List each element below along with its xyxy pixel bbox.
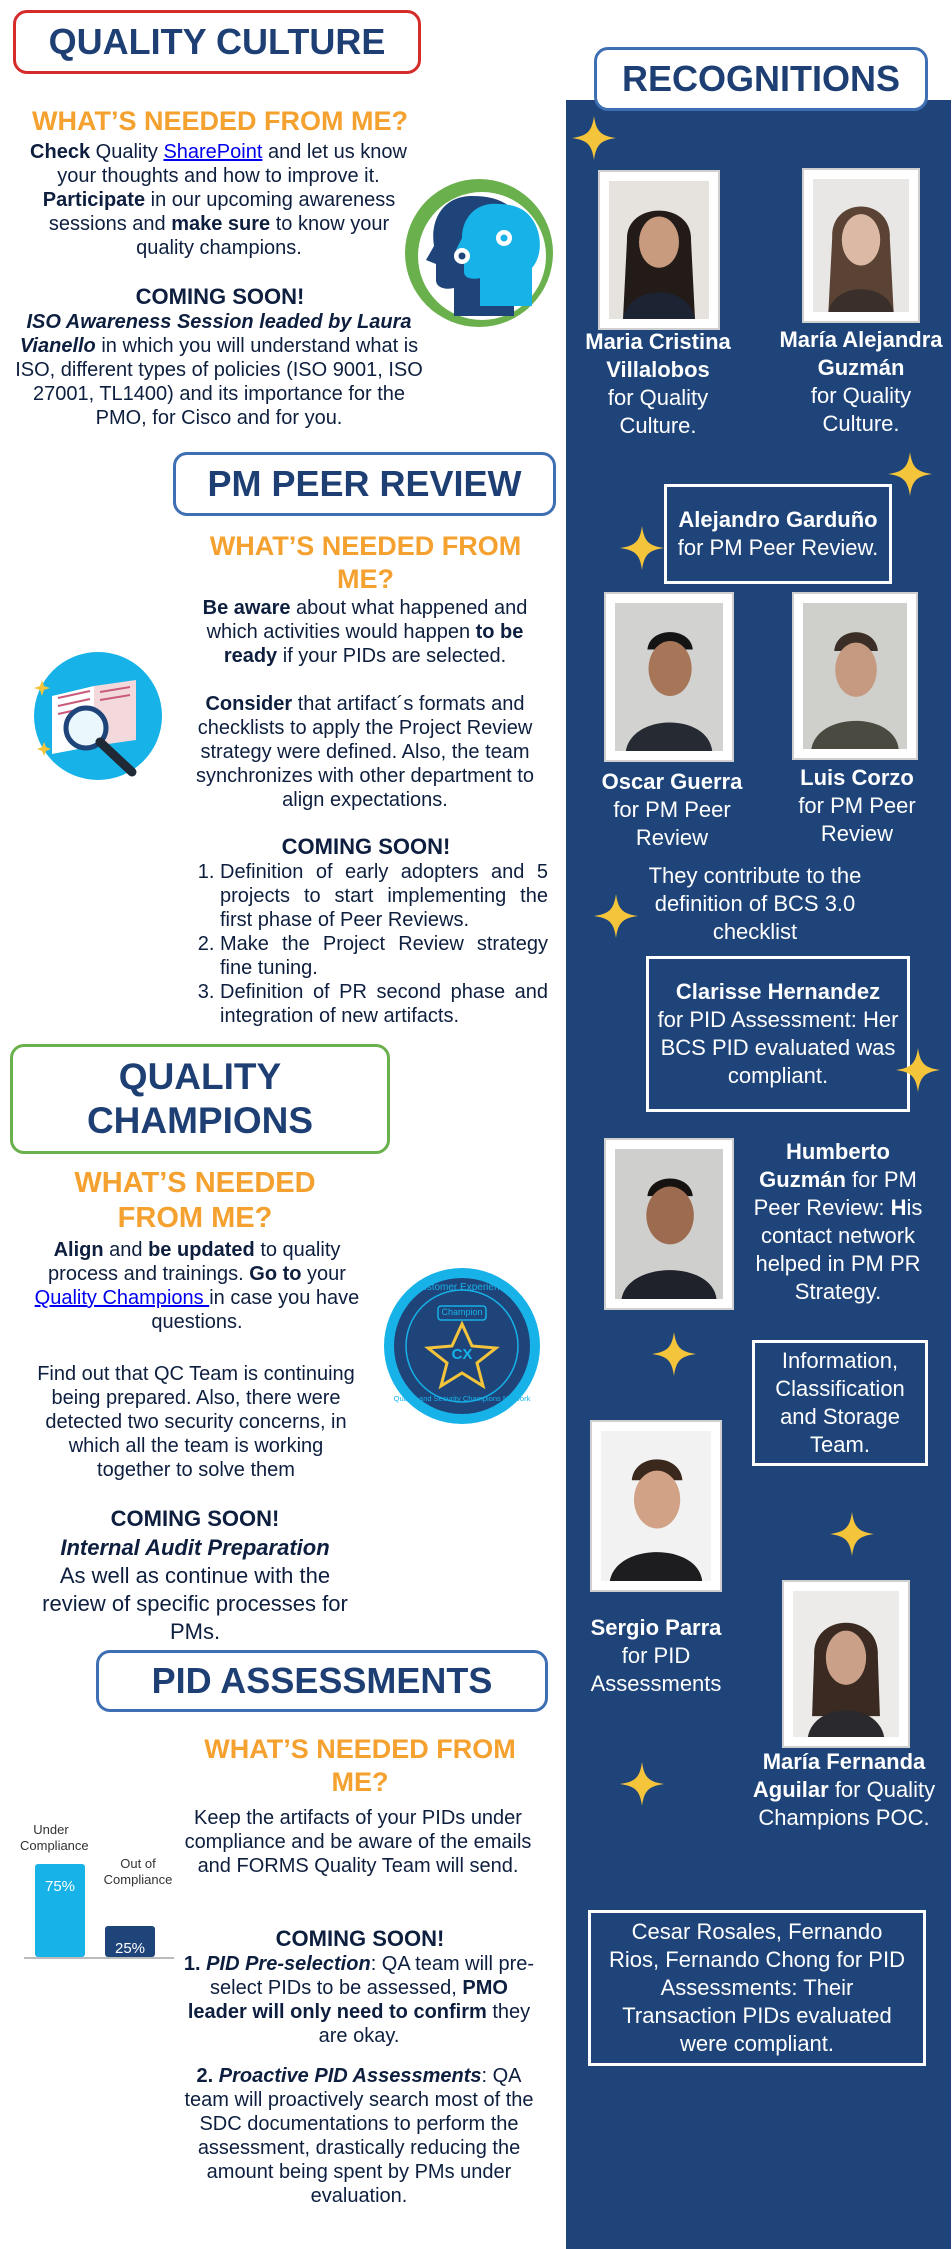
information-classification-team: Information, Classification and Storage Team.: [752, 1340, 928, 1466]
quality-champions-link[interactable]: Quality Champions: [34, 1287, 210, 1309]
pm-peer-review-coming-soon: COMING SOON!: [281, 834, 451, 859]
sparkle-star-icon: [620, 526, 664, 570]
recognition-maria-cristina: Maria Cristina Villalobos for Quality Culture.: [585, 329, 731, 438]
pid-assessments-keep-text: Keep the artifacts of your PIDs under compliance and be aware of the emails and FORMS Quality Team will send.: [184, 1807, 532, 1877]
proactive-pid-text: 2. Proactive PID Assessments: QA team will proactively search most of the SDC documentations to perform the assessment, drastically reducing the amount being spent by PMs under evaluation.: [184, 2065, 534, 2207]
photo-luis-corzo: [792, 592, 918, 760]
recognition-luis-corzo: Luis Corzo for PM Peer Review: [798, 765, 916, 846]
chart-category-label-1: Out of Compliance: [103, 1856, 173, 1887]
pid-assessments-title: PID ASSESSMENTS: [96, 1650, 548, 1712]
quality-culture-check-text: Check Quality SharePoint and let us know your thoughts and how to improve it.: [30, 141, 407, 187]
compliance-chart: [20, 1820, 176, 1960]
photo-maria-cristina: [598, 170, 720, 330]
bcs-contribution-text: They contribute to the definition of BCS 3.0 checklist: [648, 863, 862, 944]
photo-humberto-guzman: [604, 1138, 734, 1310]
chart-category-label-0: Under Compliance: [20, 1822, 89, 1853]
iso-awareness-text: ISO Awareness Session leaded by Laura Vianello in which you will understand what is ISO, different types of policies (ISO 9001, ISO 27001, TL1400) and its importance for the PMO, for Cisco and for you.: [15, 311, 423, 429]
recognition-oscar-guerra: Oscar Guerra for PM Peer Review: [601, 769, 743, 850]
photo-maria-fernanda-aguilar: [782, 1580, 910, 1748]
internal-audit-text: Internal Audit Preparation As well as continue with the review of specific processes for PMs.: [42, 1535, 348, 1644]
pm-peer-review-list: [186, 860, 548, 1028]
photo-maria-alejandra: [802, 168, 920, 323]
pid-preselection-text: 1. PID Pre-selection: QA team will pre-select PIDs to be assessed, PMO leader will only need to confirm they are okay.: [183, 1953, 535, 2047]
sparkle-star-icon: [652, 1332, 696, 1376]
photo-oscar-guerra: [604, 592, 734, 762]
champion-badge: [382, 1266, 542, 1426]
sparkle-star-icon: [830, 1512, 874, 1556]
sparkle-star-icon: [620, 1762, 664, 1806]
chart-baseline: [24, 1957, 174, 1959]
quality-champions-align-text: Align and be updated to quality process and trainings. Go to your Quality Champions in case you have questions.: [34, 1239, 360, 1333]
list-item: 3. Definition of PR second phase and integration of new artifacts.: [220, 980, 548, 1028]
sparkle-star-icon: [594, 894, 638, 938]
pid-assessments-needed: WHAT’S NEEDED FROM ME?: [204, 1734, 516, 1797]
heads-gears-illustration: [402, 176, 557, 331]
chart-value-label-0: 75%: [44, 1878, 76, 1895]
recognition-cesar-fernando-fernando: Cesar Rosales, Fernando Rios, Fernando Chong for PID Assessments: Their Transaction PIDs evaluated were compliant.: [588, 1910, 926, 2066]
book-magnifier-illustration: [24, 646, 164, 781]
recognition-humberto-guzman: Humberto Guzmán for PM Peer Review: His contact network helped in PM PR Strategy.: [753, 1139, 923, 1304]
quality-champions-title: QUALITY CHAMPIONS: [10, 1044, 390, 1154]
quality-culture-title: QUALITY CULTURE: [13, 10, 421, 74]
quality-culture-participate-text: Participate in our upcoming awareness sessions and make sure to know your quality champions.: [42, 189, 396, 259]
badge-bottom-text: Quality and Security Champions Network: [393, 1394, 531, 1403]
quality-culture-needed: WHAT’S NEEDED FROM ME?: [32, 106, 408, 136]
pm-peer-review-aware-text: Be aware about what happened and which activities would happen to be ready if your PIDs are selected.: [202, 597, 528, 667]
sparkle-star-icon: [888, 452, 932, 496]
list-item: 1. Definition of early adopters and 5 projects to start implementing the first phase of Peer Reviews.: [220, 860, 548, 932]
quality-champions-coming-soon: COMING SOON!: [110, 1506, 280, 1531]
badge-top-text: Customer Experience: [413, 1282, 511, 1293]
pm-peer-review-needed: WHAT’S NEEDED FROM ME?: [209, 531, 522, 594]
photo-sergio-parra: [590, 1420, 722, 1592]
sharepoint-link[interactable]: SharePoint: [163, 141, 263, 163]
recognition-alejandro-garduno: Alejandro Garduño for PM Peer Review.: [664, 484, 892, 584]
badge-champion-text: Champion: [441, 1307, 483, 1317]
quality-culture-coming-soon: COMING SOON!: [135, 284, 305, 309]
recognition-maria-alejandra: María Alejandra Guzmán for Quality Culture.: [779, 327, 943, 436]
pm-peer-review-title: PM PEER REVIEW: [173, 452, 556, 516]
recognition-sergio-parra: Sergio Parra for PID Assessments: [590, 1615, 722, 1696]
pm-peer-review-consider-text: Consider that artifact´s formats and checklists to apply the Project Review strategy were defined. Also, the team synchronizes with other department to align expectations.: [196, 693, 534, 811]
chart-bar-under-compliance: [35, 1864, 85, 1957]
pid-assessments-coming-soon: COMING SOON!: [275, 1926, 445, 1951]
chart-bar-out-of-compliance: [105, 1926, 155, 1957]
recognitions-title: RECOGNITIONS: [594, 47, 928, 111]
recognition-clarisse-hernandez: Clarisse Hernandez for PID Assessment: Her BCS PID evaluated was compliant.: [646, 956, 910, 1112]
recognition-maria-fernanda-aguilar: María Fernanda Aguilar for Quality Champions POC.: [752, 1749, 936, 1830]
sparkle-star-icon: [896, 1048, 940, 1092]
sparkle-star-icon: [572, 116, 616, 160]
list-item: 2. Make the Project Review strategy fine tuning.: [220, 932, 548, 980]
chart-value-label-1: 25%: [114, 1940, 146, 1957]
badge-cx-text: CX: [451, 1346, 473, 1363]
quality-champions-needed: WHAT’S NEEDED FROM ME?: [74, 1167, 316, 1234]
quality-champions-findout-text: Find out that QC Team is continuing being prepared. Also, there were detected two security concerns, in which all the team is working together to solve them: [37, 1363, 355, 1481]
